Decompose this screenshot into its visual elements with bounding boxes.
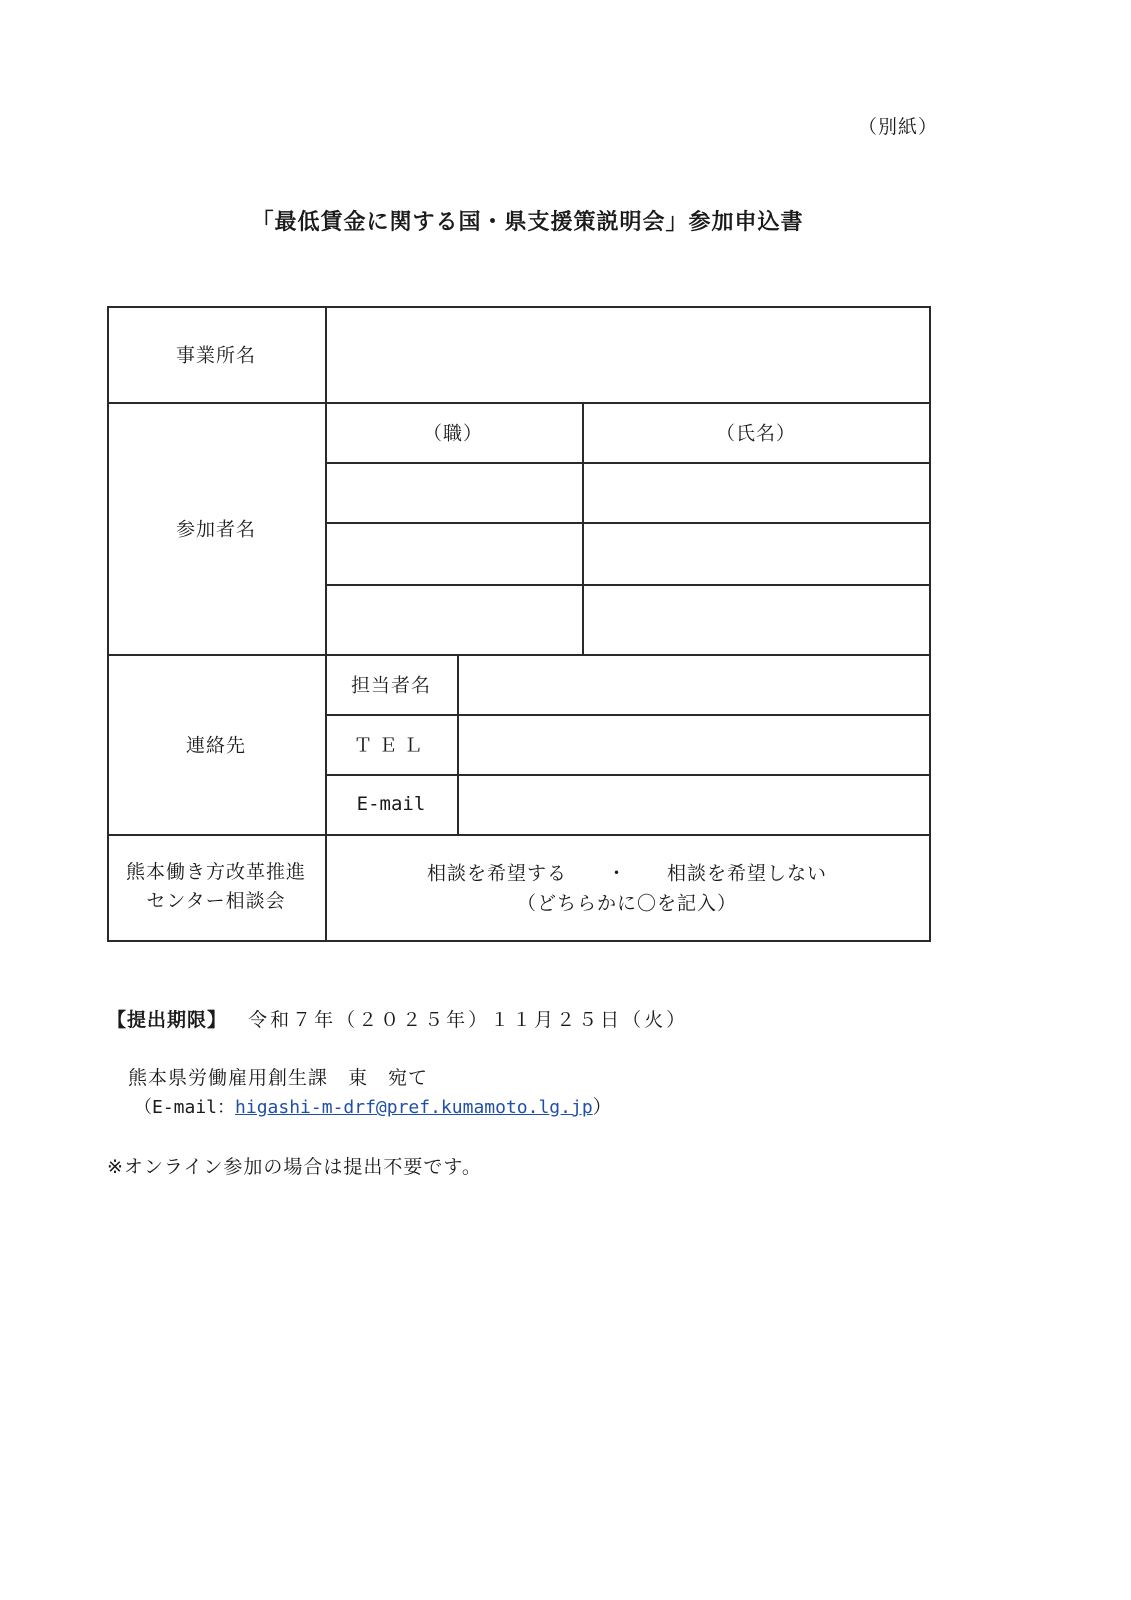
participant-1-position-field[interactable] [327, 464, 582, 522]
email-line [134, 1092, 613, 1119]
email-label: E-mail [356, 793, 426, 815]
consultation-note: （どちらかに〇を記入） [516, 892, 738, 915]
participant-3-position-field[interactable] [327, 586, 582, 654]
deadline-value: 令和７年（２０２５年）１１月２５日（火） [248, 1009, 689, 1031]
contact-person-field[interactable] [459, 656, 929, 714]
contact-person-label: 担当者名 [350, 674, 432, 697]
deadline-label: 【提出期限】 [107, 1009, 228, 1031]
email-suffix: ） [592, 1096, 613, 1118]
row-divider-office [107, 402, 931, 404]
online-note: ※オンライン参加の場合は提出不要です。 [107, 1156, 482, 1178]
office-name-field[interactable] [327, 308, 929, 402]
participant-2-position-field[interactable] [327, 524, 582, 584]
email-field[interactable] [459, 776, 929, 834]
tel-field[interactable] [459, 716, 929, 774]
position-column-header: （職） [422, 422, 484, 445]
participant-3-name-field[interactable] [584, 586, 929, 654]
page-title: 「最低賃金に関する国・県支援策説明会」参加申込書 [251, 210, 804, 235]
consultation-choice-field[interactable] [327, 836, 929, 940]
office-name-label: 事業所名 [175, 344, 257, 367]
consultation-options: 相談を希望する ・ 相談を希望しない [426, 862, 828, 885]
email-link[interactable]: higashi-m-drf@pref.kumamoto.lg.jp [235, 1097, 593, 1118]
participant-2-name-field[interactable] [584, 524, 929, 584]
application-form-table [107, 306, 931, 942]
contact-label: 連絡先 [185, 734, 247, 757]
attachment-label: （別紙） [858, 116, 939, 138]
participants-label: 参加者名 [175, 518, 257, 541]
email-prefix: （E-mail： [134, 1097, 236, 1118]
name-column-header: （氏名） [715, 422, 797, 445]
participant-1-name-field[interactable] [584, 464, 929, 522]
deadline-line [107, 1005, 688, 1032]
consultation-label: 熊本働き方改革推進 センター相談会 [125, 861, 307, 912]
recipient-line: 熊本県労働雇用創生課 東 宛て [128, 1067, 429, 1089]
tel-label: ＴＥＬ [353, 734, 429, 757]
table-border-bottom [107, 940, 931, 942]
